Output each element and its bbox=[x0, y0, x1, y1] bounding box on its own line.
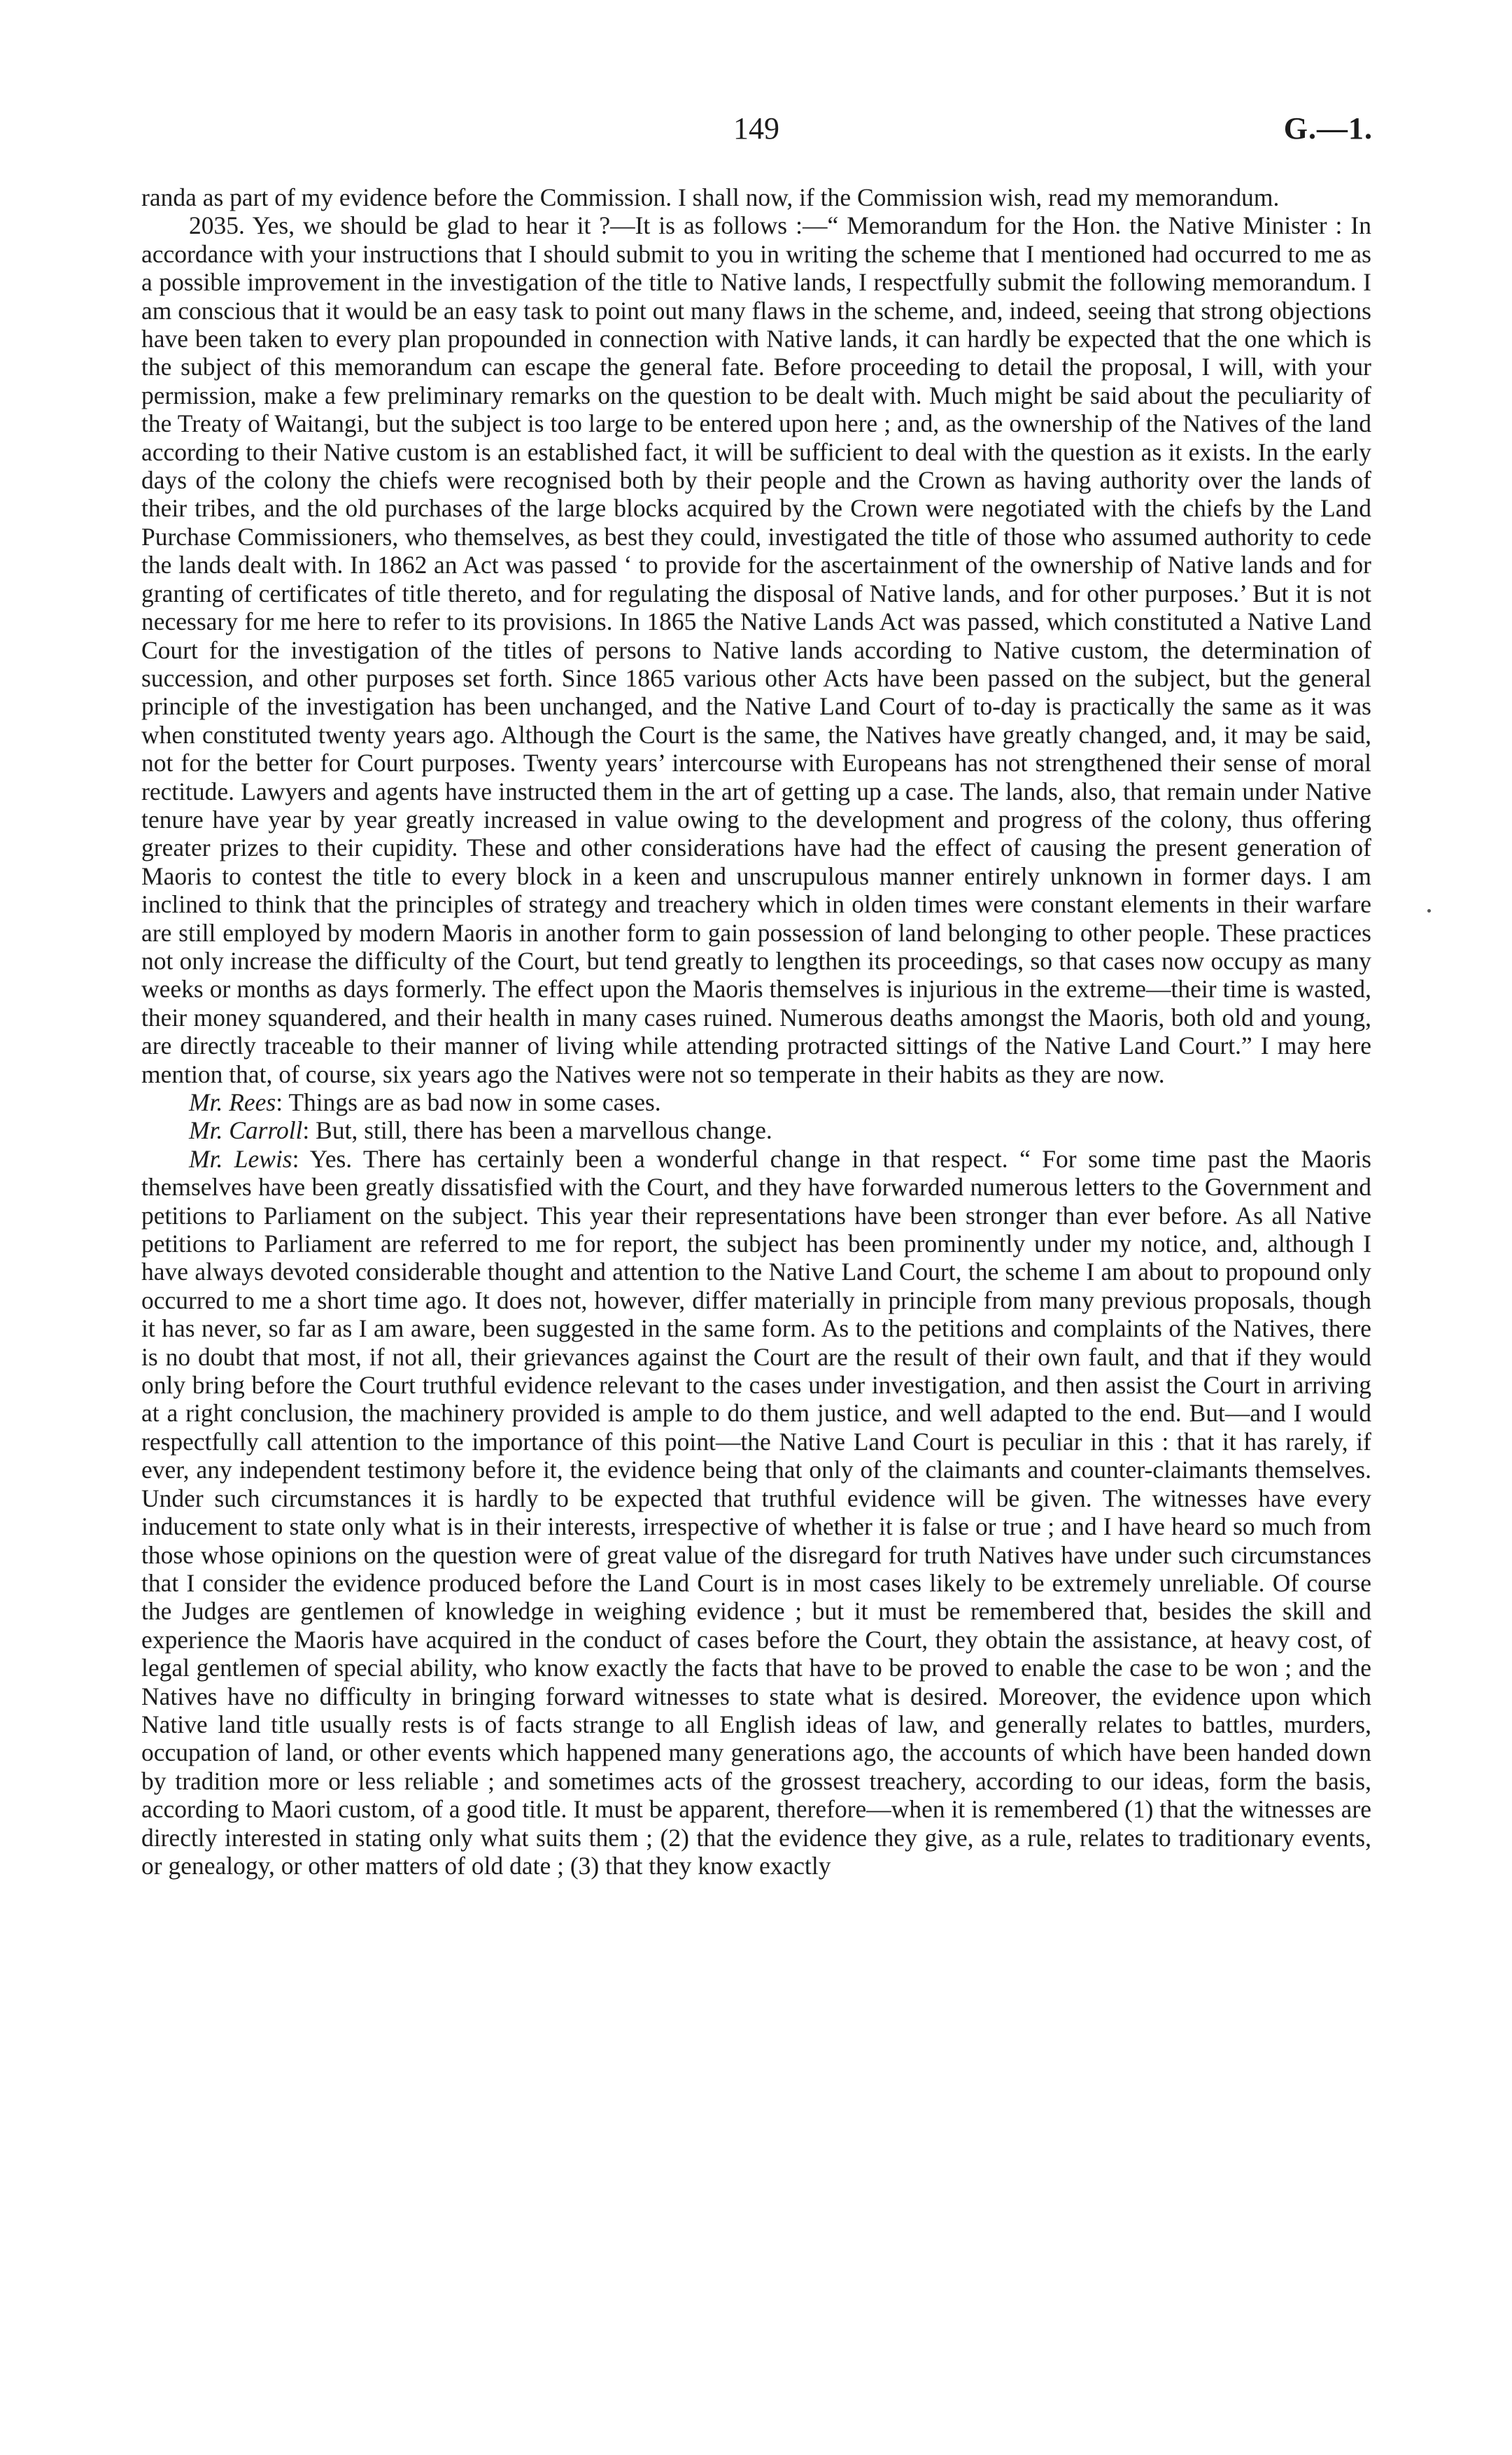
speaker-name: Mr. Carroll bbox=[189, 1116, 303, 1145]
paragraph-rees bbox=[141, 1088, 1371, 1116]
page-number: 149 bbox=[733, 111, 779, 146]
page-header bbox=[140, 111, 1373, 153]
paragraph-continuation bbox=[141, 183, 1371, 211]
paragraph-2035 bbox=[141, 211, 1371, 1088]
paper-reference: G.—1. bbox=[1283, 111, 1373, 146]
paragraph-carroll bbox=[141, 1116, 1371, 1144]
paragraph-text: : Things are as bad now in some cases. bbox=[276, 1088, 661, 1116]
paragraph-text: randa as part of my evidence before the Commission. I shall now, if the Commission wish, read my memorandum. bbox=[141, 183, 1280, 211]
paragraph-lewis bbox=[141, 1145, 1371, 1880]
paragraph-text: : Yes. There has certainly been a wonderful change in that respect. “ For some time past the Maoris themselves have been greatly dissatisfied with the Court, and they have forwarded numerous letters to the Government and petitions to Parliament on the subject. This year their representations have been stronger than ever before. As all Native petitions to Parliament are referred to me for report, the subject has been prominently under my notice, and, although I have always devoted considerable thought and attention to the Native Land Court, the scheme I am about to propound only occurred to me a short time ago. It does not, however, differ materially in principle from many previous proposals, though it has never, so far as I am aware, been suggested in the same form. As to the petitions and complaints of the Natives, there is no doubt that most, if not all, their grievances against the Court are the result of their own fault, and that if they would only bring before the Court truthful evidence relevant to the cases under investigation, and then assist the Court in arriving at a right conclusion, the machinery provided is ample to do them justice, and well adapted to the end. But—and I would respectfully call attention to the importance of this point—the Native Land Court is peculiar in this : that it has rarely, if ever, any independent testimony before it, the evidence being that only of the claimants and counter-claimants themselves. Under such circumstances it is hardly to be expected that truthful evidence will be given. The witnesses have every inducement to state only what is in their interests, irrespective of whether it is false or true ; and I have heard so much from those whose opinions on the question were of great value of the disregard for truth Natives have under such circumstances that I consider the evidence produced before the Land Court is in most cases likely to be extremely unreliable. Of course the Judges are gentlemen of knowledge in weighing evidence ; but it must be remembered that, besides the skill and experience the Maoris have acquired in the conduct of cases before the Court, they obtain the assistance, at heavy cost, of legal gentlemen of special ability, who know exactly the facts that have to be proved to enable the case to be won ; and the Natives have no difficulty in bringing forward witnesses to state what is desired. Moreover, the evidence upon which Native land title usually rests is of facts strange to all English ideas of law, and generally relates to battles, murders, occupation of land, or other events which happened many generations ago, the accounts of which have been handed down by tradition more or less reliable ; and sometimes acts of the grossest treachery, according to our ideas, form the basis, according to Maori custom, of a good title. It must be apparent, therefore—when it is remembered (1) that the witnesses are directly interested in stating only what suits them ; (2) that the evidence they give, as a rule, relates to traditionary events, or genealogy, or other matters of old date ; (3) that they know exactly bbox=[141, 1144, 1371, 1880]
paragraph-text: : But, still, there has been a marvellous change. bbox=[302, 1116, 772, 1145]
body-text bbox=[141, 183, 1371, 1880]
margin-speck bbox=[1427, 909, 1431, 913]
speaker-name: Mr. Rees bbox=[189, 1088, 276, 1116]
paragraph-text: 2035. Yes, we should be glad to hear it ?—It is as follows :—“ Memorandum for the Hon. the Native Minister : In accordance with your instructions that I should submit to you in writing the scheme that I mentioned had occurred to me as a possible improvement in the investigation of the title to Native lands, I respectfully submit the following memorandum. I am conscious that it would be an easy task to point out many flaws in the scheme, and, indeed, seeing that strong objections have been taken to every plan propounded in connection with Native lands, it can hardly be expected that the one which is the subject of this memorandum can escape the general fate. Before proceeding to detail the proposal, I will, with your permission, make a few preliminary remarks on the question to be dealt with. Much might be said about the peculiarity of the Treaty of Waitangi, but the subject is too large to be entered upon here ; and, as the ownership of the Natives of the land according to their Native custom is an established fact, it will be sufficient to deal with the question as it exists. In the early days of the colony the chiefs were recognised both by their people and the Crown as having authority over the lands of their tribes, and the old purchases of the large blocks acquired by the Crown were negotiated with the chiefs by the Land Purchase Commissioners, who themselves, as best they could, investigated the title of those who assumed authority to cede the lands dealt with. In 1862 an Act was passed ‘ to provide for the ascertainment of the ownership of Native lands and for granting of certificates of title thereto, and for regulating the disposal of Native lands, and for other purposes.’ But it is not necessary for me here to refer to its provisions. In 1865 the Native Lands Act was passed, which constituted a Native Land Court for the investigation of the titles of persons to Native lands according to Native custom, the determination of succession, and other purposes set forth. Since 1865 various other Acts have been passed on the subject, but the general principle of the investigation has been unchanged, and the Native Land Court of to-day is practically the same as it was when constituted twenty years ago. Although the Court is the same, the Natives have greatly changed, and, it may be said, not for the better for Court purposes. Twenty years’ intercourse with Europeans has not strengthened their sense of moral rectitude. Lawyers and agents have instructed them in the art of getting up a case. The lands, also, that remain under Native tenure have year by year greatly increased in value owing to the development and progress of the colony, thus offering greater prizes to their cupidity. These and other considerations have had the effect of causing the present generation of Maoris to contest the title to every block in a keen and unscrupulous manner entirely unknown in former days. I am inclined to think that the principles of strategy and treachery which in olden times were constant elements in their warfare are still employed by modern Maoris in another form to gain possession of land belonging to other people. These practices not only increase the difficulty of the Court, but tend greatly to lengthen its proceedings, so that cases now occupy as many weeks or months as days formerly. The effect upon the Maoris themselves is injurious in the extreme—their time is wasted, their money squandered, and their health in many cases ruined. Numerous deaths amongst the Maoris, both old and young, are directly traceable to their manner of living while attending protracted sittings of the Native Land Court.” I may here mention that, of course, six years ago the Natives were not so temperate in their habits as they are now. bbox=[141, 211, 1371, 1088]
speaker-name: Mr. Lewis bbox=[189, 1144, 292, 1173]
